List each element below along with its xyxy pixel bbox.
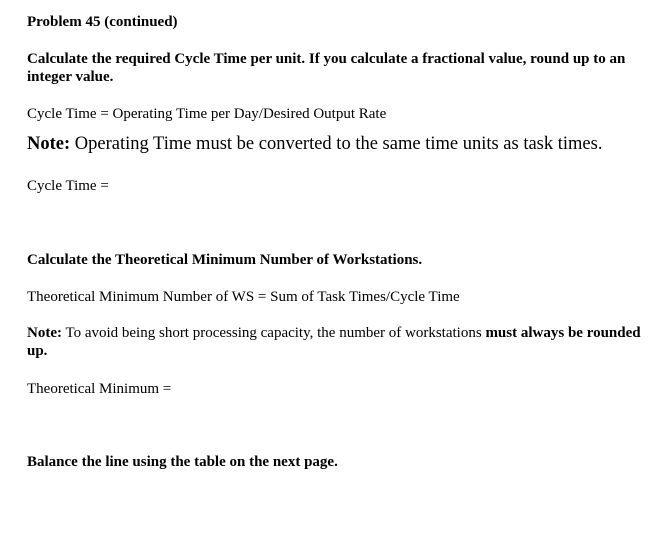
workstations-note [27,324,657,360]
problem-heading: Problem 45 (continued) [27,14,178,30]
note-label: Note: [27,134,71,154]
cycle-time-formula: Cycle Time = Operating Time per Day/Desired Output Rate [27,106,387,122]
cycle-time-note [27,133,602,155]
note-label: Note: [27,325,62,341]
workstations-instruction: Calculate the Theoretical Minimum Number of Workstations. [27,252,423,268]
cycle-time-answer-label: Cycle Time = [27,178,109,194]
note-emphasis: must always be rounded up. [27,325,641,359]
note-text: Operating Time must be converted to the same time units as task times. [70,134,603,154]
theoretical-minimum-answer-label: Theoretical Minimum = [27,381,172,397]
note-text: To avoid being short processing capacity, the number of workstations [61,325,486,341]
closing-instruction: Balance the line using the table on the next page. [27,454,338,470]
cycle-time-instruction: Calculate the required Cycle Time per unit. If you calculate a fractional value, round up to an integer value. [27,51,626,85]
workstations-formula: Theoretical Minimum Number of WS = Sum of Task Times/Cycle Time [27,289,460,305]
